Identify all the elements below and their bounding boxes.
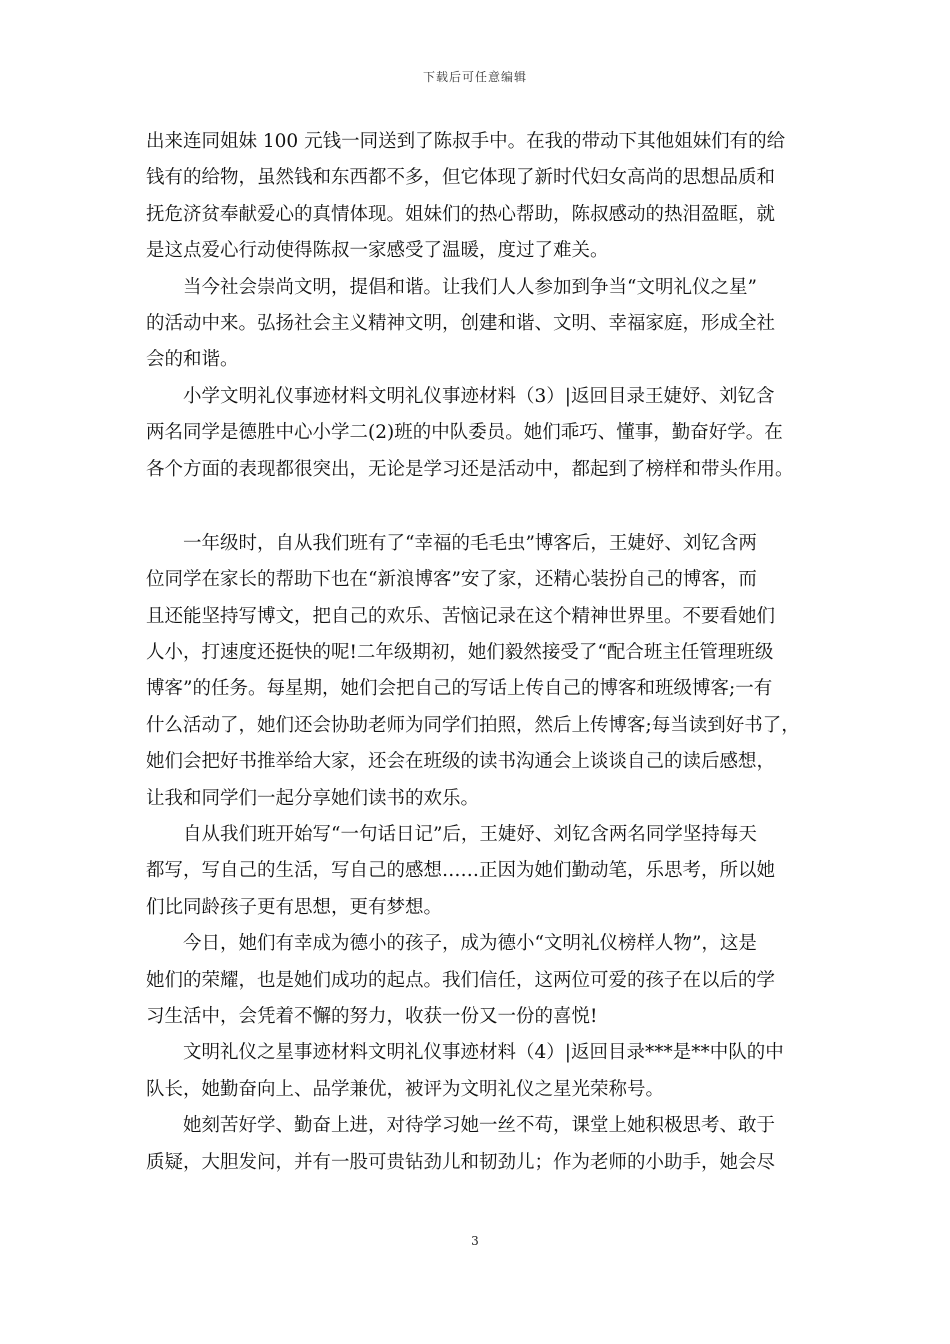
text-line: 自从我们班开始写“一句话日记”后，王婕妤、刘钇含两名同学坚持每天 xyxy=(183,824,757,846)
text-line: 博客”的任务。每星期，她们会把自己的写话上传自己的博客和班级博客;一有 xyxy=(146,678,773,700)
text-line: 一年级时，自从我们班有了“幸福的毛毛虫”博客后，王婕妤、刘钇含两 xyxy=(183,532,757,554)
text-line: 的活动中来。弘扬社会主义精神文明，创建和谐、文明、幸福家庭，形成全社 xyxy=(146,312,776,334)
text-line: 她刻苦好学、勤奋上进，对待学习她一丝不苟，课堂上她积极思考、敢于 xyxy=(183,1115,776,1137)
paragraph xyxy=(146,526,826,817)
text-line: 各个方面的表现都很突出，无论是学习还是活动中，都起到了榜样和带头作用。 xyxy=(146,458,794,480)
paragraph xyxy=(146,124,826,270)
text-line: 队长，她勤奋向上、品学兼优，被评为文明礼仪之星光荣称号。 xyxy=(146,1078,665,1100)
text-line: 她们的荣耀，也是她们成功的起点。我们信任，这两位可爱的孩子在以后的学 xyxy=(146,969,776,991)
text-line: 且还能坚持写博文，把自己的欢乐、苦恼记录在这个精神世界里。不要看她们 xyxy=(146,605,776,627)
text-line: 什么活动了，她们还会协助老师为同学们拍照，然后上传博客;每当读到好书了， xyxy=(146,714,800,736)
document-body xyxy=(146,124,826,1181)
paragraph xyxy=(146,270,826,379)
text-line: 小学文明礼仪事迹材料文明礼仪事迹材料（3）|返回目录王婕妤、刘钇含 xyxy=(183,385,775,407)
paragraph xyxy=(146,926,826,1035)
text-line: 是这点爱心行动使得陈叔一家感受了温暖，度过了难关。 xyxy=(146,240,609,262)
paragraph-gap xyxy=(146,488,826,526)
text-line: 让我和同学们一起分享她们读书的欢乐。 xyxy=(146,787,480,809)
text-line: 人小，打速度还挺快的呢!二年级期初，她们毅然接受了“配合班主任管理班级 xyxy=(146,642,774,664)
text-line: 她们会把好书推举给大家，还会在班级的读书沟通会上谈谈自己的读后感想， xyxy=(146,751,776,773)
text-line: 钱有的给物，虽然钱和东西都不多，但它体现了新时代妇女高尚的思想品质和 xyxy=(146,167,776,189)
text-line: 位同学在家长的帮助下也在“新浪博客”安了家，还精心装扮自己的博客，而 xyxy=(146,569,757,591)
text-line: 习生活中，会凭着不懈的努力，收获一份又一份的喜悦! xyxy=(146,1005,598,1027)
text-line: 文明礼仪之星事迹材料文明礼仪事迹材料（4）|返回目录***是**中队的中 xyxy=(183,1042,784,1064)
paragraph xyxy=(146,379,826,488)
text-line: 今日，她们有幸成为德小的孩子，成为德小“文明礼仪榜样人物”，这是 xyxy=(183,933,757,955)
page-number: 3 xyxy=(471,1234,479,1248)
text-line: 当今社会崇尚文明，提倡和谐。让我们人人参加到争当“文明礼仪之星” xyxy=(183,276,757,298)
text-line: 们比同龄孩子更有思想，更有梦想。 xyxy=(146,896,443,918)
text-line: 抚危济贫奉献爱心的真情体现。姐妹们的热心帮助，陈叔感动的热泪盈眶，就 xyxy=(146,203,776,225)
paragraph xyxy=(146,1035,826,1108)
paragraph xyxy=(146,1108,826,1181)
text-line: 会的和谐。 xyxy=(146,349,239,371)
text-line: 质疑，大胆发问，并有一股可贵钻劲儿和韧劲儿；作为老师的小助手，她会尽 xyxy=(146,1151,776,1173)
page-header: 下载后可任意编辑 xyxy=(422,70,527,84)
text-line: 都写，写自己的生活，写自己的感想……正因为她们勤动笔，乐思考，所以她 xyxy=(146,860,776,882)
text-line: 两名同学是德胜中心小学二(2)班的中队委员。她们乖巧、懂事，勤奋好学。在 xyxy=(146,422,783,444)
text-line: 出来连同姐妹 100 元钱一同送到了陈叔手中。在我的带动下其他姐妹们有的给 xyxy=(146,131,786,152)
paragraph xyxy=(146,817,826,926)
